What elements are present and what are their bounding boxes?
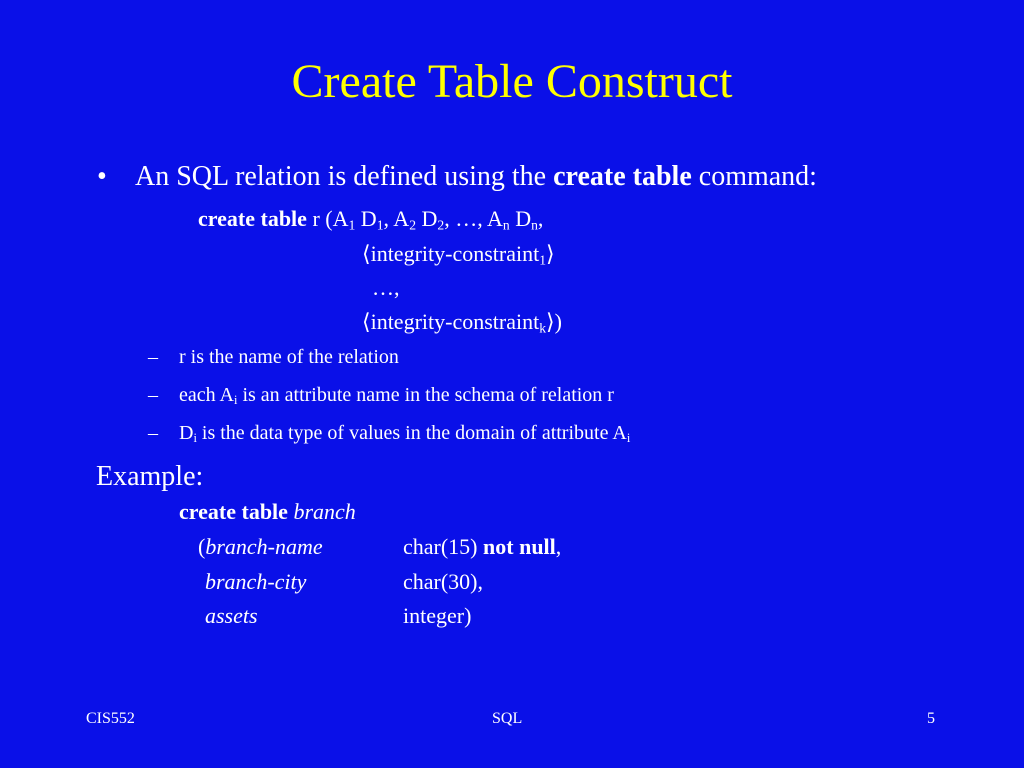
bullet-text-after: command: [691,161,817,192]
syntax-sub: 2 [437,217,445,233]
example-name: branch-name [205,534,323,559]
example-label: Example: [96,461,204,492]
example-type: char(30), [403,569,484,594]
subbullet-part: r is the name of the relation [179,346,399,368]
syntax-sub: 1 [539,252,547,268]
subbullet-sub: i [626,431,631,446]
footer-center: SQL [492,710,523,727]
bullet-text [135,160,817,194]
subbullet-sub: i [193,431,197,446]
subbullet-text [179,420,630,446]
example-col-name [205,568,306,596]
bullet-marker: • [97,161,107,192]
syntax-text: ⟩ [546,241,555,266]
example-type-bold: not null [483,534,556,559]
syntax-text: ⟨integrity-constraint [362,241,540,266]
example-name: branch-city [205,569,307,594]
syntax-text: , [537,206,544,231]
syntax-sub: n [502,217,510,233]
example-create-line [179,498,356,526]
example-table-name: branch [293,499,356,524]
syntax-sub: k [539,320,547,336]
subbullet-part: is the data type of values in the domain of attribute A [196,422,627,444]
syntax-sub: 2 [409,217,416,233]
example-col-name [198,533,323,561]
syntax-line-1 [198,205,543,233]
syntax-line-3: …, [372,275,400,300]
example-name: assets [205,603,258,628]
syntax-text: r (A [306,206,349,231]
subbullet-text [179,344,399,370]
syntax-keyword: create table [198,206,307,231]
syntax-text: D [509,206,532,231]
syntax-sub: n [531,217,538,233]
syntax-text: D [355,206,377,231]
syntax-sub: 1 [376,217,384,233]
syntax-text: , A [383,206,410,231]
subbullet-dash: – [148,384,158,406]
syntax-line-4 [362,308,562,336]
example-tail: , [555,534,562,559]
example-col-type [403,533,561,561]
subbullet-part: D [179,422,194,444]
syntax-text: ⟨integrity-constraint [362,309,540,334]
footer-page-number: 5 [927,710,935,727]
example-keyword: create table [179,499,288,524]
subbullet-part: is an attribute name in the schema of relation r [237,384,614,406]
subbullet-dash: – [148,422,158,444]
example-col-name [205,602,258,630]
example-type: integer) [403,603,472,628]
syntax-text: D [416,206,438,231]
bullet-text-before: An SQL relation is defined using the [135,161,554,192]
example-type: char(15) [403,534,484,559]
subbullet-part: each A [179,384,234,406]
slide-title: Create Table Construct [291,55,733,108]
subbullet-sub: i [233,393,238,408]
example-col-type [403,568,483,596]
syntax-sub: 1 [348,217,356,233]
subbullet-dash: – [148,346,158,368]
example-paren: ( [198,534,206,559]
syntax-text: ⟩) [546,309,562,334]
example-col-type [403,602,471,630]
subbullet-text [179,382,614,408]
syntax-line-2 [362,240,555,268]
footer-left: CIS552 [86,710,135,727]
syntax-text: , …, A [444,206,503,231]
bullet-keyword: create table [553,161,692,192]
